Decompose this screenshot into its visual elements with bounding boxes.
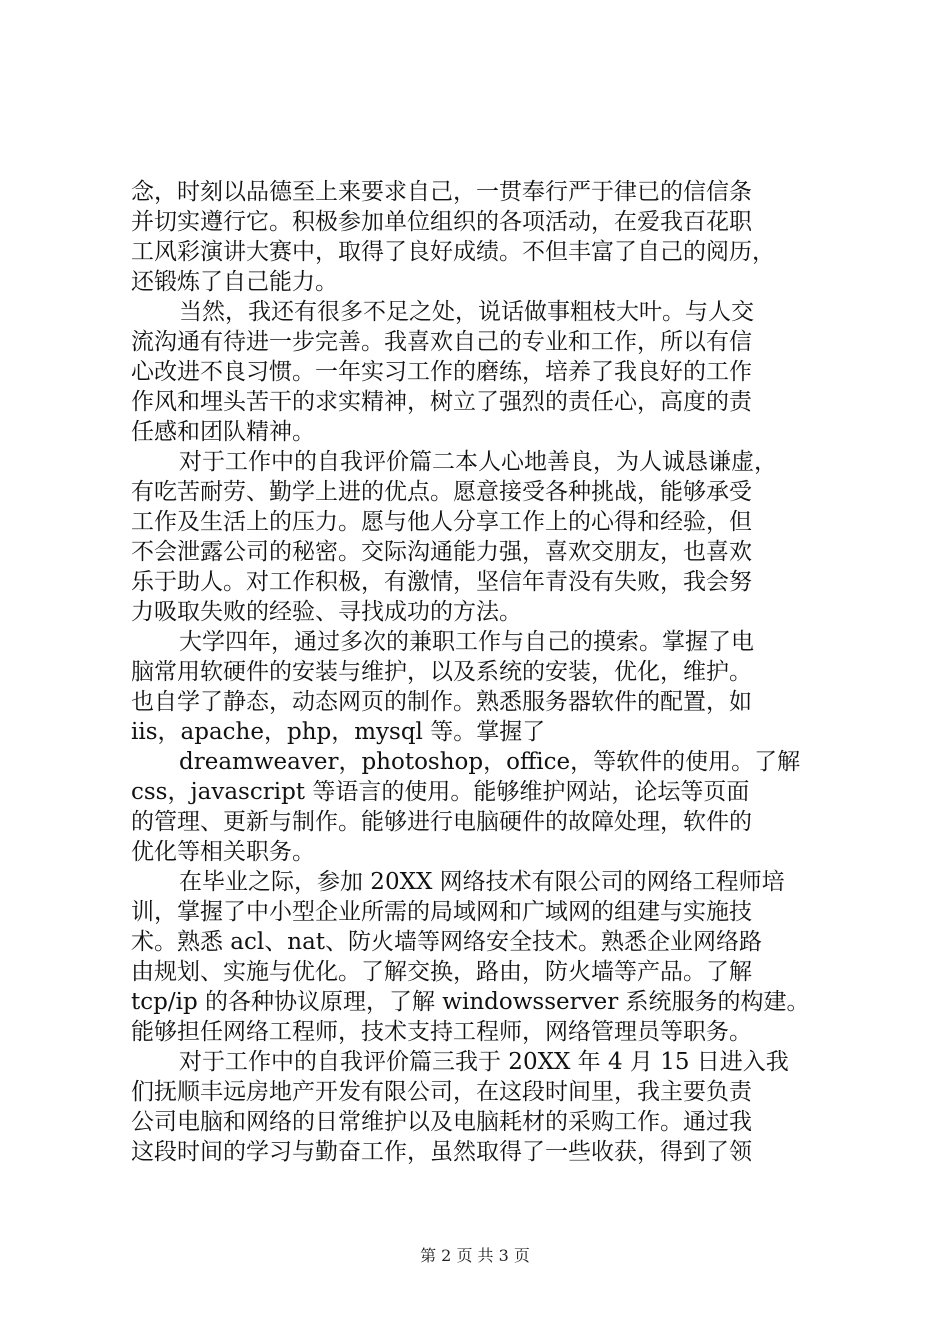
text-line: 优化等相关职务。 — [131, 839, 315, 865]
text-line: 由规划、实施与优化。了解交换，路由，防火墙等产品。了解 — [131, 959, 752, 985]
text-line: 大学四年，通过多次的兼职工作与自己的摸索。掌握了电 — [179, 629, 754, 655]
text-line: 在毕业之际，参加 20XX 网络技术有限公司的网络工程师培 — [179, 869, 785, 895]
text-line: dreamweaver，photoshop，office，等软件的使用。了解 — [179, 749, 801, 775]
text-line: css，javascript 等语言的使用。能够维护网站，论坛等页面 — [131, 779, 750, 805]
text-line: 作风和埋头苦干的求实精神，树立了强烈的责任心，高度的责 — [131, 389, 752, 415]
text-line: 能够担任网络工程师，技术支持工程师，网络管理员等职务。 — [131, 1019, 752, 1045]
text-line: 公司电脑和网络的日常维护以及电脑耗材的采购工作。通过我 — [131, 1109, 752, 1135]
text-line: 工风彩演讲大赛中，取得了良好成绩。不但丰富了自己的阅历， — [131, 239, 775, 265]
text-line: 这段时间的学习与勤奋工作，虽然取得了一些收获，得到了领 — [131, 1139, 752, 1165]
text-line: iis，apache，php，mysql 等。掌握了 — [131, 719, 546, 745]
text-line: 并切实遵行它。积极参加单位组织的各项活动，在爱我百花职 — [131, 209, 752, 235]
text-line: 们抚顺丰远房地产开发有限公司，在这段时间里，我主要负责 — [131, 1079, 752, 1105]
text-line: 对于工作中的自我评价篇二本人心地善良，为人诚恳谦虚， — [179, 449, 777, 475]
text-line: 术。熟悉 acl、nat、防火墙等网络安全技术。熟悉企业网络路 — [131, 929, 763, 955]
text-line: 力吸取失败的经验、寻找成功的方法。 — [131, 599, 522, 625]
text-line: 心改进不良习惯。一年实习工作的磨练，培养了我良好的工作 — [131, 359, 752, 385]
text-line: 念，时刻以品德至上来要求自己，一贯奉行严于律已的信信条 — [131, 179, 752, 205]
text-line: 工作及生活上的压力。愿与他人分享工作上的心得和经验，但 — [131, 509, 752, 535]
document-body — [131, 177, 843, 1167]
text-line: 不会泄露公司的秘密。交际沟通能力强，喜欢交朋友，也喜欢 — [131, 539, 752, 565]
page-number-footer: 第 2 页 共 3 页 — [420, 1246, 530, 1265]
text-line: 有吃苦耐劳、勤学上进的优点。愿意接受各种挑战，能够承受 — [131, 479, 752, 505]
text-line: 训，掌握了中小型企业所需的局域网和广域网的组建与实施技 — [131, 899, 752, 925]
text-line: 当然，我还有很多不足之处，说话做事粗枝大叶。与人交 — [179, 299, 754, 325]
text-line: 的管理、更新与制作。能够进行电脑硬件的故障处理，软件的 — [131, 809, 752, 835]
text-line: 也自学了静态，动态网页的制作。熟悉服务器软件的配置，如 — [131, 689, 752, 715]
text-line: tcp/ip 的各种协议原理，了解 windowsserver 系统服务的构建。 — [131, 989, 810, 1015]
text-line: 脑常用软硬件的安装与维护，以及系统的安装，优化，维护。 — [131, 659, 752, 685]
text-line: 对于工作中的自我评价篇三我于 20XX 年 4 月 15 日进入我 — [179, 1049, 789, 1075]
text-line: 流沟通有待进一步完善。我喜欢自己的专业和工作，所以有信 — [131, 329, 752, 355]
text-line: 乐于助人。对工作积极，有激情，坚信年青没有失败，我会努 — [131, 569, 752, 595]
text-line: 还锻炼了自己能力。 — [131, 269, 338, 295]
text-line: 任感和团队精神。 — [131, 419, 315, 445]
